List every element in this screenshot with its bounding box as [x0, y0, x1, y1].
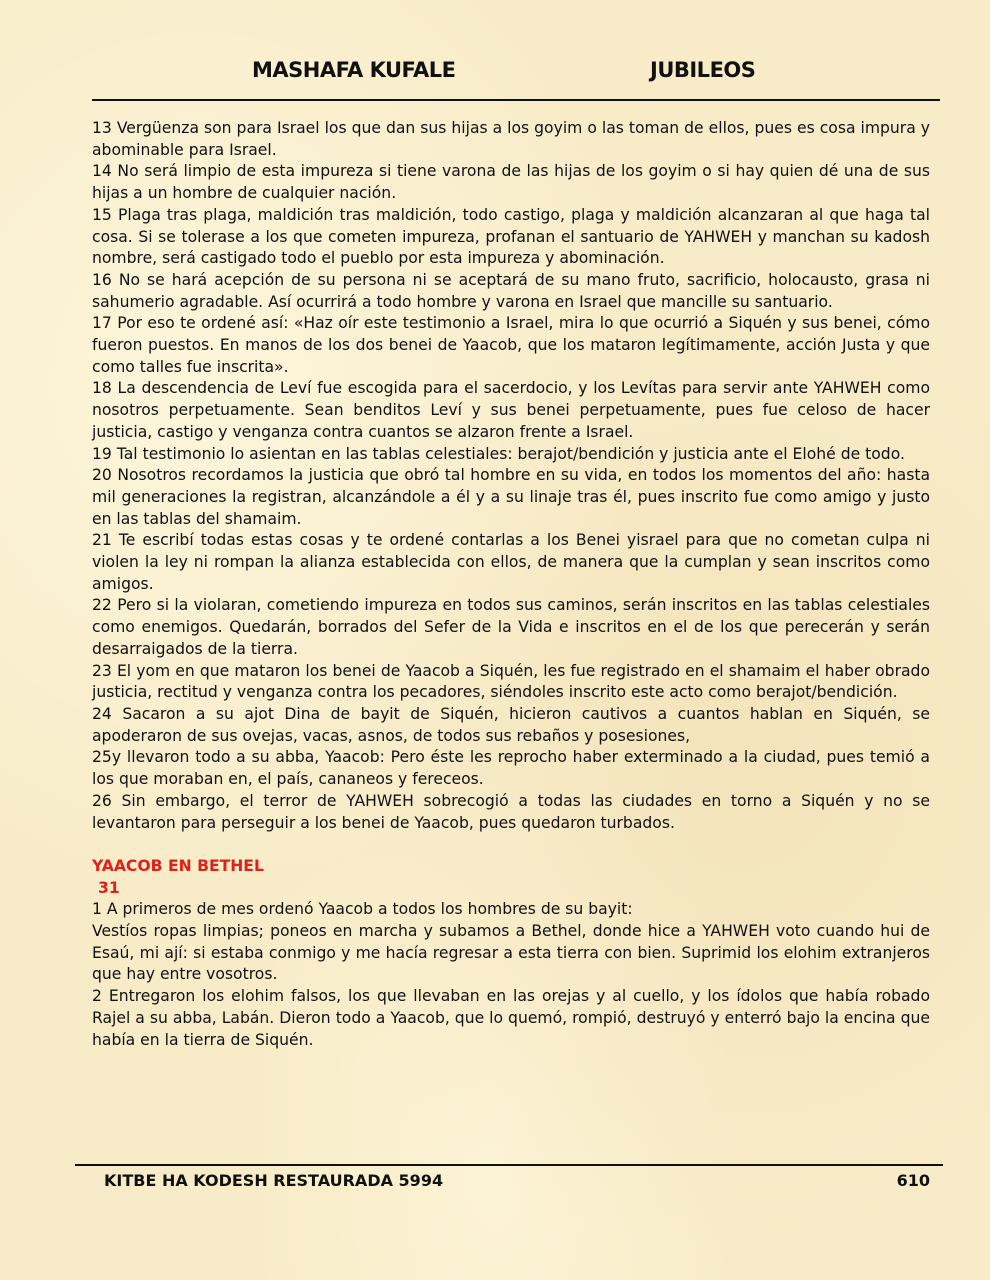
- page-body: [92, 118, 930, 1051]
- verse-15: 15 Plaga tras plaga, maldición tras maldición, todo castigo, plaga y maldición alcanzaran al que haga tal cosa. Si se tolerase a los que cometen impureza, profanan el santuario de YAHWEH y manchan su kadosh nombre, será castigado todo el pueblo por esta impureza y abominación.: [92, 205, 930, 268]
- chapter-number: 31: [98, 878, 120, 897]
- section-heading: YAACOB EN BETHEL: [92, 856, 264, 875]
- verse-21: 21 Te escribí todas estas cosas y te ordené contarlas a los Benei yisrael para que no cometan culpa ni violen la ley ni rompan la alianza establecida con ellos, de manera que la cumplan y sean inscritos como amigos.: [92, 531, 930, 593]
- page-number: 610: [896, 1171, 930, 1190]
- footer-title: KITBE HA KODESH RESTAURADA 5994: [104, 1171, 444, 1190]
- verse-16: 16 No se hará acepción de su persona ni se aceptará de su mano fruto, sacrificio, holocausto, grasa ni sahumerio agradable. Así ocurrirá a todo hombre y varona en Israel que mancille su santuario.: [92, 270, 930, 311]
- chapter-verse-1-cont: Vestíos ropas limpias; poneos en marcha y subamos a Bethel, donde hice a YAHWEH voto cuando hui de Esaú, mi ají: si estaba conmigo y me hacía regresar a esta tierra con bien. Suprimid los elohim extranjeros que hay entre vosotros.: [92, 922, 930, 984]
- verse-24: 24 Sacaron a su ajot Dina de bayit de Siquén, hicieron cautivos a cuantos hablan en Siquén, se apoderaron de sus ovejas, vacas, asnos, de todos sus rebaños y posesiones,: [92, 704, 930, 745]
- book-title: MASHAFA KUFALE: [252, 58, 456, 82]
- verse-20: 20 Nosotros recordamos la justicia que obró tal hombre en su vida, en todos los momentos del año: hasta mil generaciones la registran, alcanzándole a él y a su linaje tras él, pues inscrito fue como amigo y justo en las tablas del shamaim.: [92, 466, 930, 528]
- verse-22: 22 Pero si la violaran, cometiendo impureza en todos sus caminos, serán inscritos en las tablas celestiales como enemigos. Quedarán, borrados del Sefer de la Vida e inscritos en el de los que perecerán y serán desarraigados de la tierra.: [92, 596, 930, 658]
- book-subtitle: JUBILEOS: [650, 58, 756, 82]
- header-rule: [92, 99, 940, 101]
- verse-25: 25y llevaron todo a su abba, Yaacob: Pero éste les reprocho haber exterminado a la ciudad, pues temió a los que moraban en, el país, cananeos y fereceos.: [92, 748, 930, 789]
- chapter-verse-2: 2 Entregaron los elohim falsos, los que llevaban en las orejas y al cuello, y los ídolos que había robado Rajel a su abba, Labán. Dieron todo a Yaacob, que lo quemó, rompió, destruyó y enterró bajo la encina que había en la tierra de Siquén.: [92, 987, 930, 1049]
- verse-18: 18 La descendencia de Leví fue escogida para el sacerdocio, y los Levítas para servir ante YAHWEH como nosotros perpetuamente. Sean benditos Leví y sus benei perpetuamente, pues fue celoso de hacer justicia, castigo y venganza contra cuantos se alzaron frente a Israel.: [92, 379, 930, 441]
- spacer: [92, 834, 930, 856]
- verse-13: 13 Vergüenza son para Israel los que dan sus hijas a los goyim o las toman de ellos, pues es cosa impura y abominable para Israel.: [92, 119, 930, 159]
- chapter-verse-1: 1 A primeros de mes ordenó Yaacob a todos los hombres de su bayit:: [92, 900, 633, 919]
- verse-23: 23 El yom en que mataron los benei de Yaacob a Siquén, les fue registrado en el shamaim el haber obrado justicia, rectitud y venganza contra los pecadores, siéndoles inscrito este acto como berajot/bendición.: [92, 661, 930, 702]
- footer-rule: [75, 1164, 943, 1166]
- verse-26: 26 Sin embargo, el terror de YAHWEH sobrecogió a todas las ciudades en torno a Siquén y no se levantaron para perseguir a los benei de Yaacob, pues quedaron turbados.: [92, 791, 930, 832]
- page-footer: [0, 1171, 990, 1195]
- page-header: [0, 58, 990, 92]
- verse-19: 19 Tal testimonio lo asientan en las tablas celestiales: berajot/bendición y justicia ante el Elohé de todo.: [92, 444, 905, 463]
- verse-14: 14 No será limpio de esta impureza si tiene varona de las hijas de los goyim o si hay quien dé una de sus hijas a un hombre de cualquier nación.: [92, 162, 930, 203]
- verse-17: 17 Por eso te ordené así: «Haz oír este testimonio a Israel, mira lo que ocurrió a Siquén y sus benei, cómo fueron puestos. En manos de los dos benei de Yaacob, que los mataron legítimamente, acción Justa y que como talles fue inscrita».: [92, 314, 930, 376]
